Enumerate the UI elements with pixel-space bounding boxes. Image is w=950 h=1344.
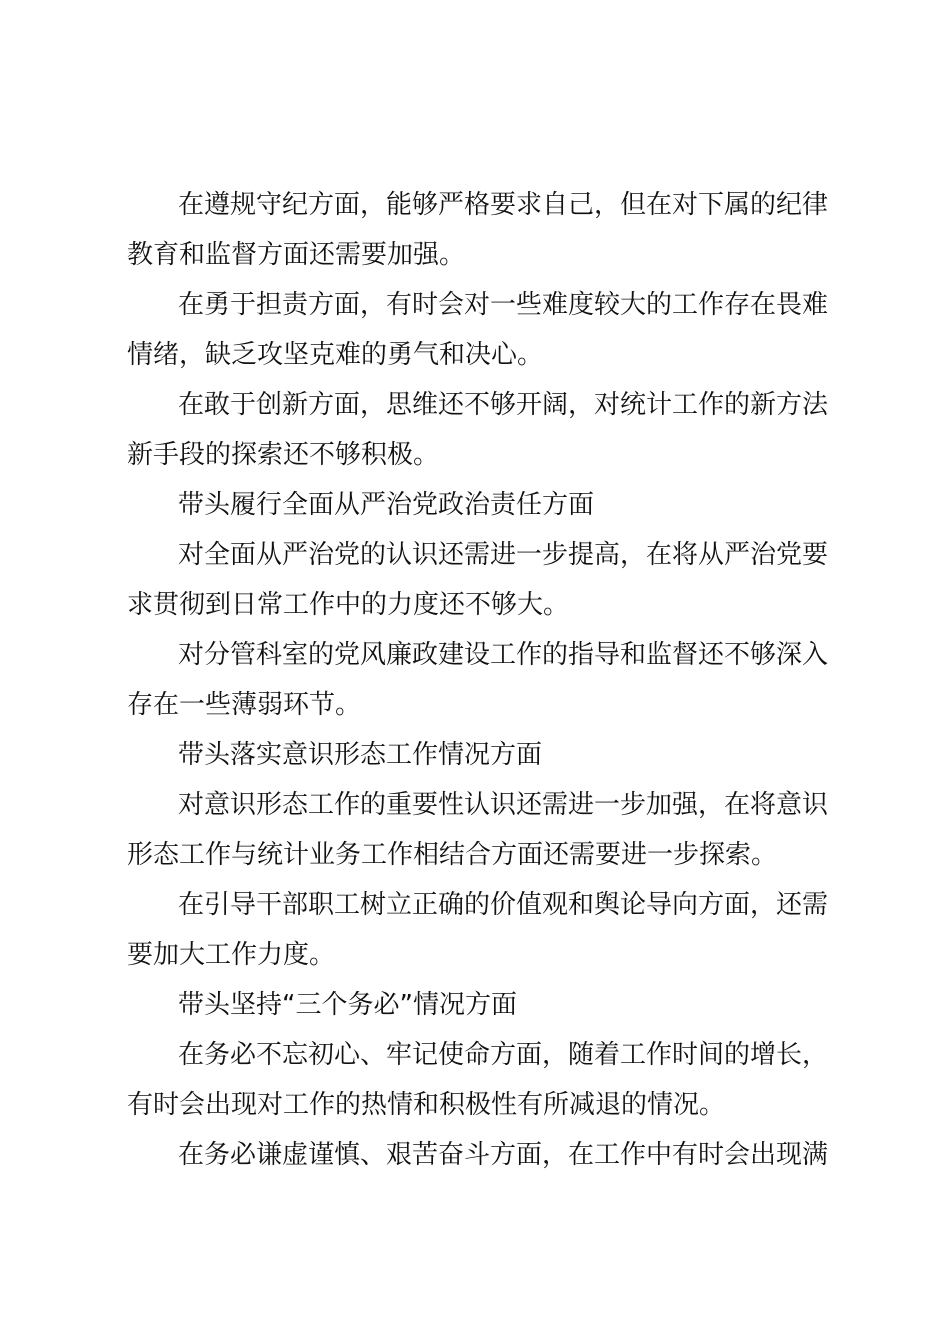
section-heading: 带头落实意识形态工作情况方面 [178,740,543,770]
paragraph-line: 对意识形态工作的重要性认识还需进一步加强，在将意识 [178,790,829,820]
paragraph-line: 在敢于创新方面，思维还不够开阔，对统计工作的新方法 [178,390,829,420]
paragraph-line: 存在一些薄弱环节。 [127,690,362,720]
paragraph-line: 对分管科室的党风廉政建设工作的指导和监督还不够深入 [178,640,829,670]
paragraph-line: 有时会出现对工作的热情和积极性有所减退的情况。 [127,1090,726,1120]
paragraph-line: 在务必谦虚谨慎、艰苦奋斗方面，在工作中有时会出现满 [178,1140,829,1170]
paragraph-line: 在引导干部职工树立正确的价值观和舆论导向方面，还需 [178,890,829,920]
paragraph-line: 教育和监督方面还需要加强。 [127,240,466,270]
paragraph-line: 在遵规守纪方面，能够严格要求自己，但在对下属的纪律 [178,190,829,220]
section-heading: 带头坚持“三个务必”情况方面 [178,990,517,1020]
paragraph-line: 情绪，缺乏攻坚克难的勇气和决心。 [127,340,544,370]
paragraph-line: 求贯彻到日常工作中的力度还不够大。 [127,590,570,620]
document-body [127,180,837,1180]
paragraph-line: 新手段的探索还不够积极。 [127,440,440,470]
paragraph-line: 形态工作与统计业务工作相结合方面还需要进一步探索。 [127,840,778,870]
paragraph-line: 要加大工作力度。 [127,940,336,970]
paragraph-line: 在勇于担责方面，有时会对一些难度较大的工作存在畏难 [178,290,829,320]
paragraph-line: 对全面从严治党的认识还需进一步提高，在将从严治党要 [178,540,829,570]
paragraph-line: 在务必不忘初心、牢记使命方面，随着工作时间的增长， [178,1040,829,1070]
section-heading: 带头履行全面从严治党政治责任方面 [178,490,595,520]
